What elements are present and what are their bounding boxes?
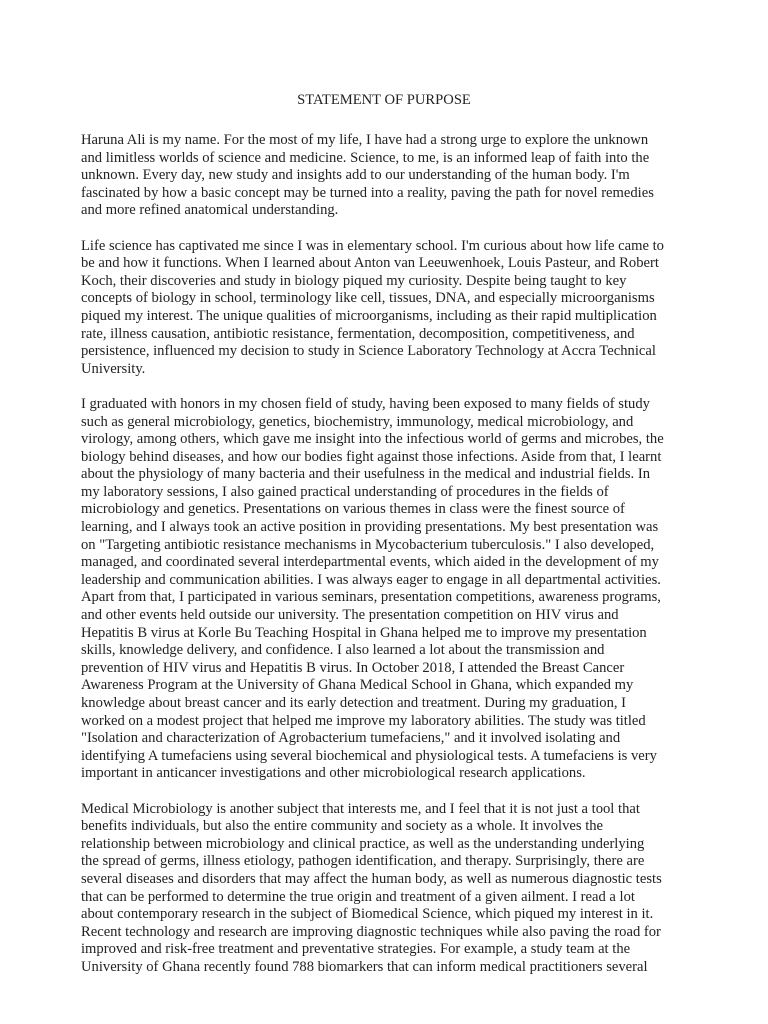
text-line: biology behind diseases, and how our bodies fight against those infections. Aside from that, I learnt bbox=[81, 448, 662, 465]
text-line: relationship between microbiology and clinical practice, as well as the understanding underlying bbox=[81, 835, 645, 852]
text-line: persistence, influenced my decision to study in Science Laboratory Technology at Accra Technical bbox=[81, 343, 656, 360]
text-line: learning, and I always took an active position in providing presentations. My best presentation was bbox=[81, 519, 659, 536]
text-line: rate, illness causation, antibiotic resistance, fermentation, decomposition, competitiveness, and bbox=[81, 325, 635, 342]
text-line: improved and risk-free treatment and preventative strategies. For example, a study team at the bbox=[81, 941, 631, 958]
text-line: about the physiology of many bacteria and their usefulness in the medical and industrial fields. In bbox=[81, 466, 651, 483]
text-line: and other events held outside our university. The presentation competition on HIV virus and bbox=[81, 607, 619, 624]
document-title: STATEMENT OF PURPOSE bbox=[297, 92, 471, 108]
text-line: University. bbox=[81, 360, 146, 377]
text-line: such as general microbiology, genetics, biochemistry, immunology, medical microbiology, and bbox=[81, 413, 634, 430]
text-line: microbiology and genetics. Presentations on various themes in class were the finest source of bbox=[81, 501, 625, 518]
text-line: the spread of germs, illness etiology, pathogen identification, and therapy. Surprisingly, there are bbox=[81, 853, 645, 870]
text-line: Apart from that, I participated in various seminars, presentation competitions, awareness programs, bbox=[81, 589, 661, 606]
text-line: benefits individuals, but also the entire community and society as a whole. It involves the bbox=[81, 818, 604, 835]
document-body bbox=[81, 132, 685, 994]
text-line: University of Ghana recently found 788 biomarkers that can inform medical practitioners several bbox=[81, 958, 648, 975]
text-line: knowledge about breast cancer and its early detection and treatment. During my graduation, I bbox=[81, 695, 627, 711]
text-line: my laboratory sessions, I also gained practical understanding of procedures in the fields of bbox=[81, 483, 609, 500]
text-line: be and how it functions. When I learned about Anton van Leeuwenhoek, Louis Pasteur, and Robert bbox=[81, 255, 659, 272]
text-line: identifying A tumefaciens using several biochemical and physiological tests. A tumefaciens is very bbox=[81, 747, 657, 764]
text-line: Koch, their discoveries and study in biology piqued my curiosity. Despite being taught to key bbox=[81, 272, 627, 289]
text-line: fascinated by how a basic concept may be turned into a reality, paving the path for novel remedies bbox=[81, 184, 654, 201]
text-line: about contemporary research in the subject of Biomedical Science, which piqued my interest in it. bbox=[81, 906, 654, 923]
text-line: several diseases and disorders that may affect the human body, as well as numerous diagnostic tests bbox=[81, 870, 662, 887]
paragraph-medical-microbiology bbox=[81, 801, 685, 977]
paragraph-introduction bbox=[81, 132, 685, 220]
text-line: prevention of HIV virus and Hepatitis B virus. In October 2018, I attended the Breast Cancer bbox=[81, 659, 625, 676]
text-line: piqued my interest. The unique qualities of microorganisms, including as their rapid multiplication bbox=[81, 307, 657, 324]
text-line: worked on a modest project that helped me improve my laboratory abilities. The study was titled bbox=[81, 712, 646, 729]
text-line: Medical Microbiology is another subject that interests me, and I feel that it is not just a tool that bbox=[81, 800, 640, 817]
text-line: skills, knowledge delivery, and confidence. I also learned a lot about the transmission and bbox=[81, 642, 605, 659]
text-line: important in anticancer investigations and other microbiological research applications. bbox=[81, 765, 586, 782]
paragraph-life-science bbox=[81, 238, 685, 379]
text-line: leadership and communication abilities. I was always eager to engage in all departmental activities. bbox=[81, 571, 661, 588]
text-line: on "Targeting antibiotic resistance mechanisms in Mycobacterium tuberculosis." I also developed, bbox=[81, 536, 655, 553]
text-line: I graduated with honors in my chosen field of study, having been exposed to many fields of study bbox=[81, 395, 650, 412]
text-line: Hepatitis B virus at Korle Bu Teaching Hospital in Ghana helped me to improve my presentation bbox=[81, 624, 647, 641]
text-line: and more refined anatomical understanding. bbox=[81, 202, 339, 219]
text-line: concepts of biology in school, terminology like cell, tissues, DNA, and especially microorganisms bbox=[81, 290, 655, 307]
text-line: Life science has captivated me since I was in elementary school. I'm curious about how life came to bbox=[81, 237, 664, 254]
text-line: Awareness Program at the University of Ghana Medical School in Ghana, which expanded my bbox=[81, 677, 634, 694]
text-line: managed, and coordinated several interdepartmental events, which aided in the development of my bbox=[81, 554, 659, 571]
text-line: and limitless worlds of science and medicine. Science, to me, is an informed leap of faith into the bbox=[81, 149, 650, 166]
text-line: virology, among others, which gave me insight into the infectious world of germs and microbes, the bbox=[81, 431, 664, 448]
text-line: that can be performed to determine the true origin and treatment of a given ailment. I read a lot bbox=[81, 888, 635, 905]
paragraph-graduation bbox=[81, 396, 685, 783]
text-line: Haruna Ali is my name. For the most of my life, I have had a strong urge to explore the unknown bbox=[81, 132, 649, 148]
text-line: unknown. Every day, new study and insights add to our understanding of the human body. I'm bbox=[81, 167, 630, 184]
text-line: "Isolation and characterization of Agrobacterium tumefaciens," and it involved isolating and bbox=[81, 730, 621, 747]
text-line: Recent technology and research are improving diagnostic techniques while also paving the road for bbox=[81, 923, 661, 940]
